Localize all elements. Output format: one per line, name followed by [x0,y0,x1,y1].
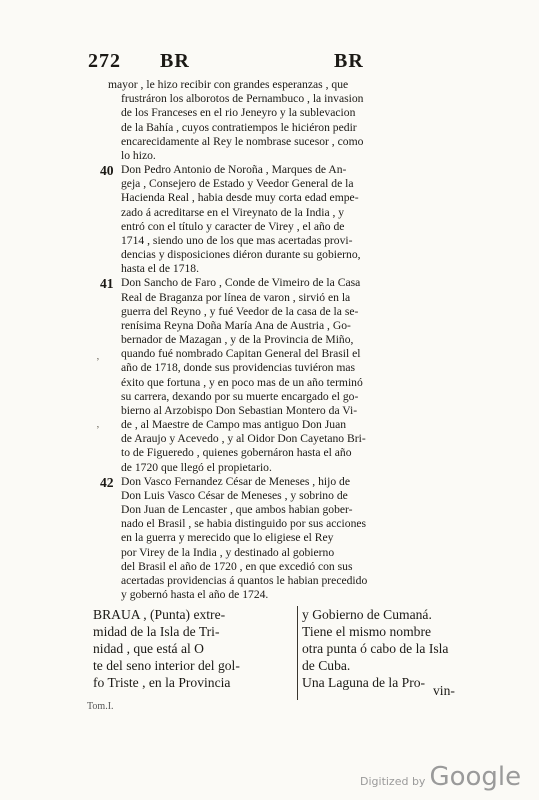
margin-mark: ʼ [96,424,100,436]
entry-42-line-6: del Brasil el año de 1720 , en que excedió con sus [121,559,353,573]
entry-41-line-5: quando fué nombrado Capitan General del Brasil el [121,347,361,361]
column-rule [297,606,298,700]
entry-40-line-7: hasta el de 1718. [121,262,200,276]
margin-mark: ʼ [96,356,100,368]
entry-42-line-7: acertadas providencias á quantos le habian precedido [121,573,368,587]
entry-42-line-8: y gobernó hasta el año de 1724. [121,588,269,601]
right-column-line-0: y Gobierno de Cumaná. [302,607,432,622]
entry-41-line-13: de 1720 que llegó el propietario. [121,460,272,474]
entry-41-line-8: su carrera, dexando por su muerte encargado el go- [121,389,359,403]
left-column-line-4: fo Triste , en la Provincia [93,675,231,690]
entry-continuation-line-1: frustráron los alborotos de Pernambuco , la invasion [121,92,364,106]
catchword: vin- [433,683,455,698]
entry-number-42: 42 [100,474,114,490]
entry-41-line-6: año de 1718, donde sus providencias tuviéron mas [121,361,356,375]
entry-42-line-3: nado el Brasil , se habia distinguido por sus acciones [121,517,367,531]
entry-continuation-line-3: de la Bahía , cuyos contratiempos le hiciéron pedir [121,120,357,134]
page-header [88,50,488,80]
entry-continuation-line-0: mayor , le hizo recibir con grandes esperanzas , que [108,78,349,91]
entry-40-line-1: geja , Consejero de Estado y Veedor General de la [121,177,354,191]
entry-42-line-4: en la guerra y merecido que lo eligiese el Rey [121,531,334,545]
entry-41-line-12: to de Figueredo , quienes gobernáron hasta el año [121,446,352,460]
entry-41-line-2: guerra del Reyno , y fué Veedor de la casa de la se- [121,304,359,318]
entry-41-line-11: de Araujo y Acevedo , y al Oidor Don Cayetano Bri- [121,432,366,446]
watermark-prefix: Digitized by [360,775,426,788]
entry-40-line-3: zado á acreditarse en el Vireynato de la India , y [121,205,345,219]
left-column-line-1: midad de la Isla de Tri- [93,624,220,639]
entry-40-line-5: 1714 , siendo uno de los que mas acertadas provi- [121,233,353,247]
digitized-watermark [360,762,521,792]
entry-continuation-line-4: encarecidamente al Rey le nombrase sucesor , como [121,134,364,148]
entry-number-41: 41 [100,276,114,292]
entry-40-line-0: Don Pedro Antonio de Noroña , Marques de An- [121,163,347,176]
entry-40-line-2: Hacienda Real , habia desde muy corta edad empe- [121,191,359,205]
google-logo: Google [429,762,522,792]
left-column-line-2: nidad , que está al O [93,641,204,656]
entry-40-line-4: entró con el título y caracter de Virey , el año de [121,219,345,233]
running-head-left: BR [160,50,190,72]
right-column-line-4: Una Laguna de la Pro- [302,675,426,690]
entry-continuation-line-5: lo hizo. [121,148,156,162]
right-column-line-3: de Cuba. [302,658,351,673]
page-number: 272 [88,50,121,72]
entry-42-line-1: Don Luis Vasco César de Meneses , y sobrino de [121,488,348,502]
entry-41-line-9: bierno al Arzobispo Don Sebastian Montero da Vi- [121,403,358,417]
right-column-line-2: otra punta ó cabo de la Isla [302,641,449,656]
right-column-line-1: Tiene el mismo nombre [302,624,432,639]
entry-continuation-line-2: de los Franceses en el rio Jeneyro y la sublevacion [121,106,356,120]
entry-41-line-10: de , al Maestre de Campo mas antiguo Don Juan [121,418,347,431]
entry-41-line-4: bernador de Mazagan , y de la Provincia de Miño, [121,333,354,346]
left-column-line-0: BRAUA , (Punta) extre- [93,607,226,622]
entry-41-line-7: éxito que fortuna , y en poco mas de un año terminó [121,375,363,389]
entry-42-line-2: Don Juan de Lencaster , que ambos habian gober- [121,503,353,516]
left-column-line-3: te del seno interior del gol- [93,658,240,673]
entry-41-line-3: renísima Reyna Doña María Ana de Austria , Go- [121,318,351,332]
signature-mark: Tom.I. [87,701,114,712]
entry-number-40: 40 [100,163,114,178]
entry-41-line-0: Don Sancho de Faro , Conde de Vimeiro de la Casa [121,276,361,290]
entry-40-line-6: dencias y disposiciones diéron durante su gobierno, [121,248,361,261]
running-head-right: BR [334,50,364,72]
entry-42-line-5: por Virey de la India , y destinado al gobierno [121,545,335,559]
entry-41-line-1: Real de Braganza por línea de varon , sirvió en la [121,290,351,304]
entry-42-line-0: Don Vasco Fernandez César de Meneses , hijo de [121,474,351,488]
